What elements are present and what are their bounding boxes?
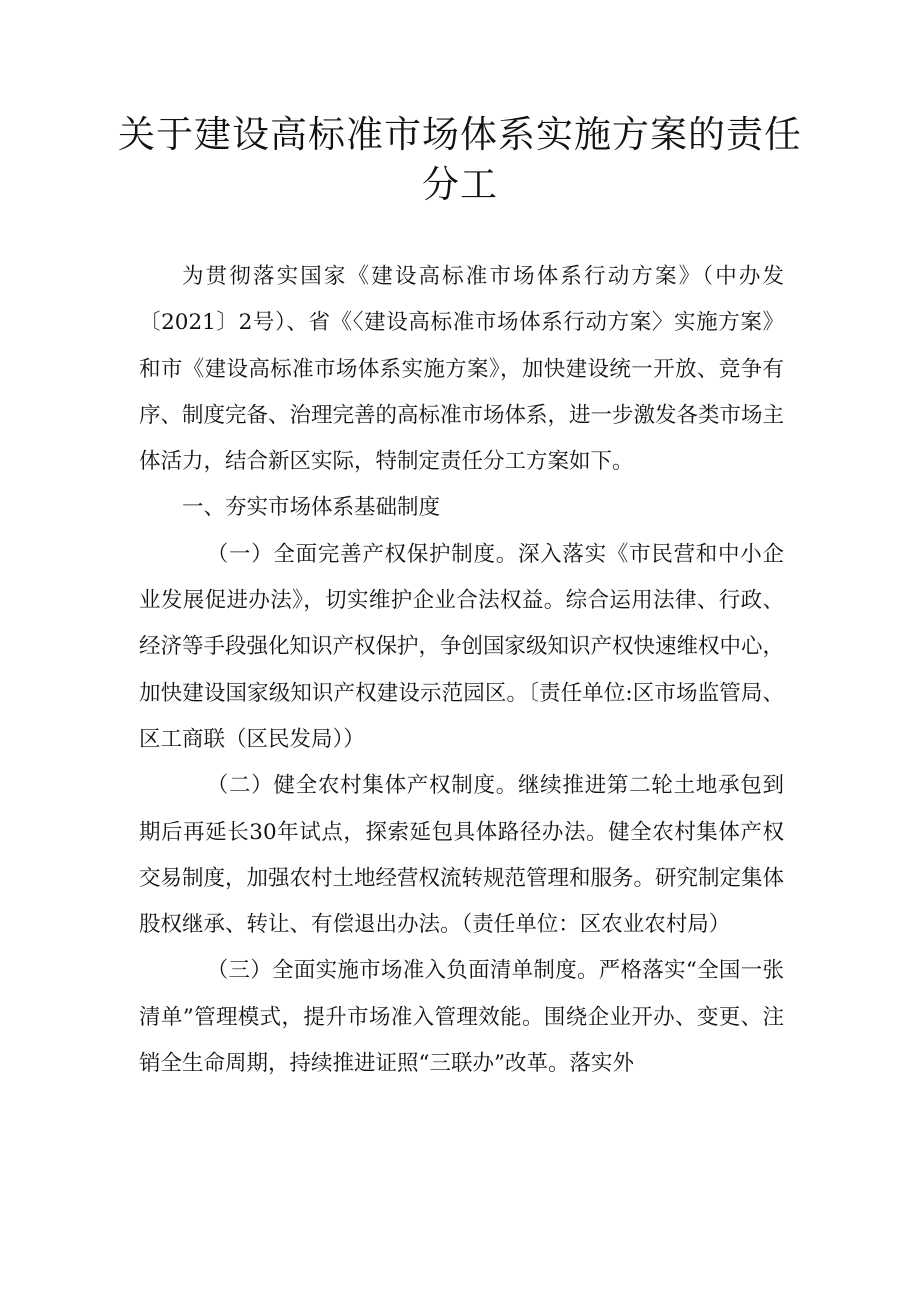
item-paragraph-2: （二）健全农村集体产权制度。继续推进第二轮土地承包到期后再延长30年试点，探索延包具体路径办法。健全农村集体产权交易制度，加强农村土地经营权流转规范管理和服务。研究制定集体股权继承、转让、有偿退出办法。（责任单位：区农业农村局） <box>139 773 785 938</box>
document-body <box>139 254 784 1087</box>
section-heading: 一、夯实市场体系基础制度 <box>182 495 441 521</box>
intro-paragraph: 为贯彻落实国家《建设高标准市场体系行动方案》（中办发〔2021〕2号）、省《〈建设高标准市场体系行动方案〉实施方案》和市《建设高标准市场体系实施方案》，加快建设统一开放、竞争有序、制度完备、治理完善的高标准市场体系，进一步激发各类市场主体活力，结合新区实际，特制定责任分工方案如下。 <box>139 264 785 475</box>
document-title-line-2: 分工 <box>422 163 498 206</box>
document-title <box>100 110 820 210</box>
document-title-line-1: 关于建设高标准市场体系实施方案的责任 <box>118 113 802 156</box>
item-paragraph-3: （三）全面实施市场准入负面清单制度。严格落实“全国一张清单”管理模式，提升市场准入管理效能。围绕企业开办、变更、注销全生命周期，持续推进证照“三联办”改革。落实外 <box>139 958 784 1077</box>
item-paragraph-1: （一）全面完善产权保护制度。深入落实《市民营和中小企业发展促进办法》，切实维护企业合法权益。综合运用法律、行政、经济等手段强化知识产权保护，争创国家级知识产权快速维权中心，加快建设国家级知识产权建设示范园区。〔责任单位:区市场监管局、区工商联（区民发局）） <box>139 541 785 752</box>
